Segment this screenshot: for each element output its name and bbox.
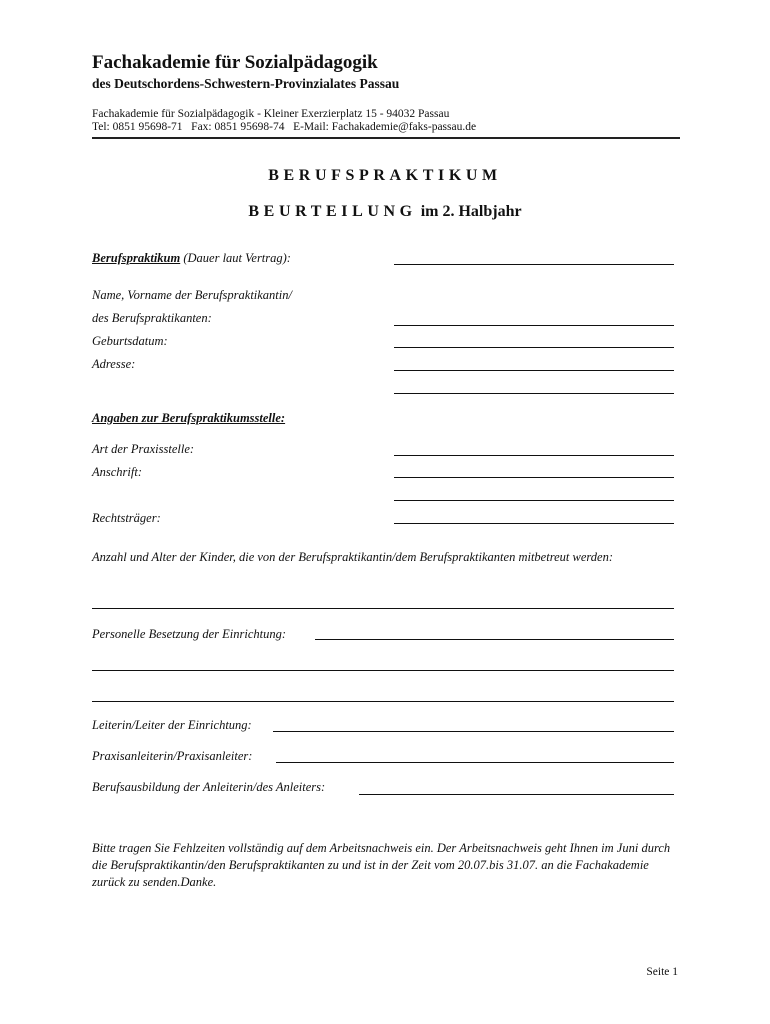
institution-name: Fachakademie für Sozialpädagogik (92, 52, 378, 73)
children-label: Anzahl und Alter der Kinder, die von der Berufspraktikantin/dem Berufspraktikanten mitbetreut werden: (92, 550, 613, 564)
sponsor-name: des Deutschordens-Schwestern-Provinzialates Passau (92, 76, 400, 91)
placement-heading-text: Angaben zur Berufspraktikumsstelle: (92, 411, 286, 425)
document-title: BERUFSPRAKTIKUM (268, 167, 502, 184)
type-field[interactable] (394, 455, 674, 456)
mentor-training-label: Berufsausbildung der Anleiterin/des Anleiters: (92, 780, 326, 794)
duration-note: (Dauer laut Vertrag): (183, 251, 291, 265)
duration-label (92, 251, 291, 266)
location-field-1[interactable] (394, 477, 674, 478)
operator-field[interactable] (394, 523, 674, 524)
address-field-1[interactable] (394, 370, 674, 371)
director-label: Leiterin/Leiter der Einrichtung: (92, 718, 252, 732)
location-field-2[interactable] (394, 500, 674, 501)
operator-label: Rechtsträger: (92, 511, 161, 525)
footer-note: Bitte tragen Sie Fehlzeiten vollständig auf dem Arbeitsnachweis ein. Der Arbeitsnachweis geht Ihnen im Juni durch die Berufspraktikantin/den Berufspraktikanten zu und ist in der Zeit vom 20.07.bis 31.07. an die Fachakademie zurück zu senden.Danke. (92, 841, 671, 889)
staff-field-1[interactable] (315, 639, 674, 640)
duration-heading: Berufspraktikum (92, 251, 181, 265)
staff-label: Personelle Besetzung der Einrichtung: (92, 627, 287, 641)
mentor-training-field[interactable] (359, 794, 674, 795)
header-divider (92, 137, 680, 139)
document-subtitle (0, 203, 770, 221)
director-field[interactable] (273, 731, 674, 732)
address-block (92, 108, 476, 134)
address-field-2[interactable] (394, 393, 674, 394)
address-line: Fachakademie für Sozialpädagogik - Kleiner Exerzierplatz 15 - 94032 Passau (92, 108, 450, 120)
location-label: Anschrift: (92, 465, 142, 479)
staff-field-2[interactable] (92, 670, 674, 671)
type-label: Art der Praxisstelle: (92, 442, 195, 456)
contact-line: Tel: 0851 95698-71 Fax: 0851 95698-74 E-Mail: Fachakademie@faks-passau.de (92, 121, 477, 133)
mentor-label: Praxisanleiterin/Praxisanleiter: (92, 749, 253, 763)
birthdate-label: Geburtsdatum: (92, 334, 168, 348)
duration-field[interactable] (394, 264, 674, 265)
mentor-field[interactable] (276, 762, 674, 763)
name-label-line1: Name, Vorname der Berufspraktikantin/ (92, 288, 292, 302)
page-number: Seite 1 (646, 966, 678, 978)
name-field[interactable] (394, 325, 674, 326)
subtitle-rest: im 2. Halbjahr (420, 203, 522, 220)
children-field[interactable] (92, 608, 674, 609)
name-label-line2: des Berufspraktikanten: (92, 311, 212, 325)
birthdate-field[interactable] (394, 347, 674, 348)
subtitle-spaced: BEURTEILUNG (248, 203, 417, 220)
staff-field-3[interactable] (92, 701, 674, 702)
placement-heading (92, 411, 285, 426)
address-label: Adresse: (92, 357, 136, 371)
